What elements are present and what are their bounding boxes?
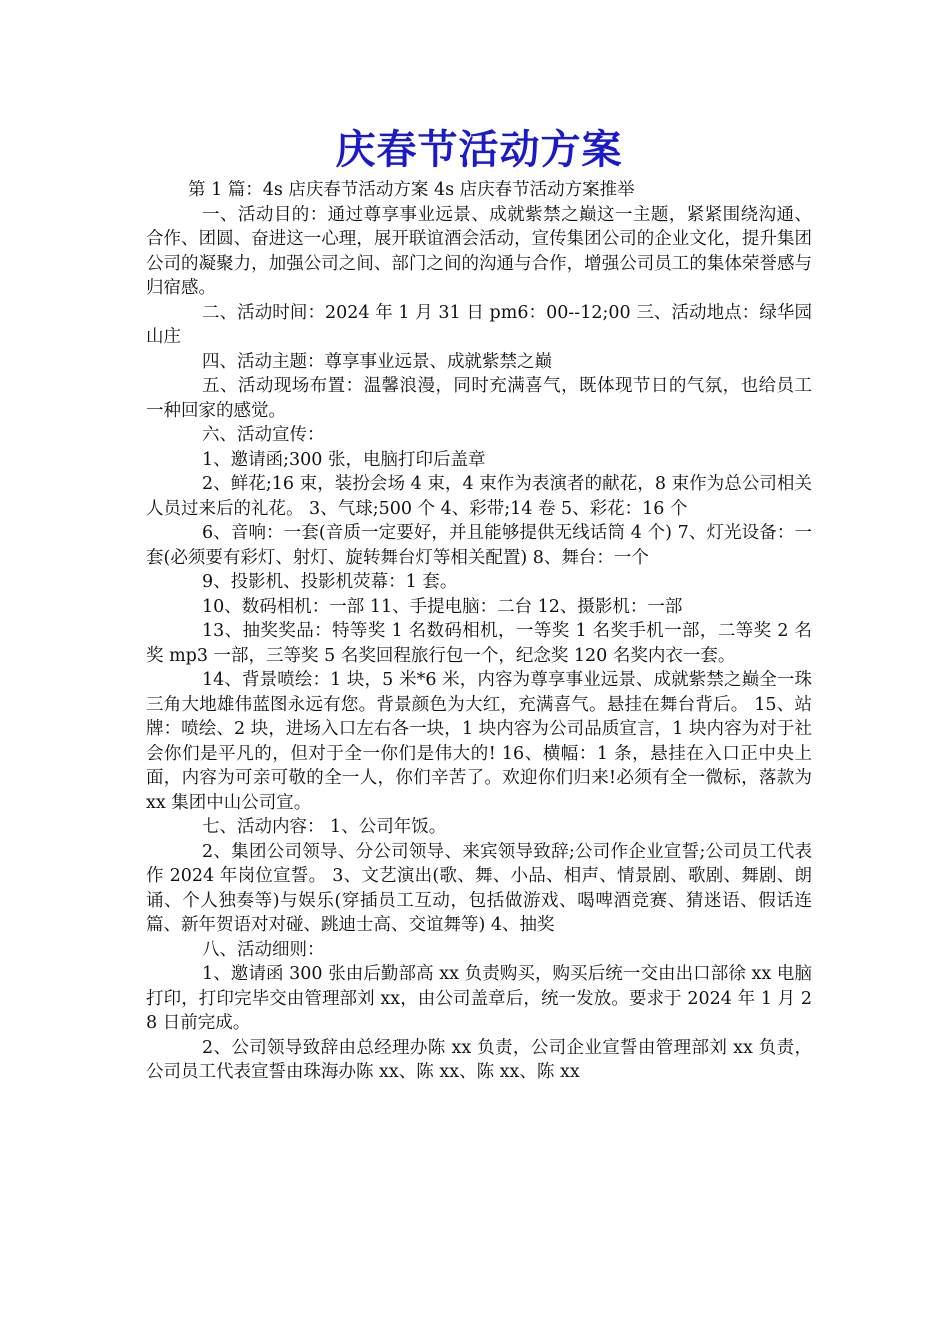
paragraph-venue-layout: 五、活动现场布置：温馨浪漫，同时充满喜气，既体现节日的气氛，也给员工一种回家的感觉。 bbox=[146, 376, 812, 421]
paragraph-rules-heading: 八、活动细则： bbox=[202, 939, 325, 960]
paragraph-purpose: 一、活动目的：通过尊享事业远景、成就紫禁之巅这一主题，紧紧围绕沟通、合作、团圆、奋进这一心理，展开联谊酒会活动，宣传集团公司的企业文化，提升集团公司的凝聚力，加强公司之间、部门之间的沟通与合作，增强公司员工的集体荣誉感与归宿感。 bbox=[146, 204, 812, 298]
paragraph-prizes: 13、抽奖奖品：特等奖 1 名数码相机，一等奖 1 名奖手机一部，二等奖 2 名奖 mp3 一部，三等奖 5 名奖回程旅行包一个，纪念奖 120 名奖内衣一套。 bbox=[146, 621, 812, 666]
paragraph-content-heading: 七、活动内容： 1、公司年饭。 bbox=[202, 817, 447, 837]
document-page bbox=[146, 122, 812, 1085]
paragraph-theme: 四、活动主题：尊享事业远景、成就紫禁之巅 bbox=[202, 351, 552, 372]
paragraph-program: 2、集团公司领导、分公司领导、来宾领导致辞;公司作企业宣誓;公司员工代表作 2024 年岗位宣誓。 3、文艺演出(歌、舞、小品、相声、情景剧、歌剧、舞剧、朗诵、个人独奏等)与娱乐(穿插员工互动，包括做游戏、喝啤酒竞赛、猜迷语、假话连篇、新年贺语对对碰、跳迪士高、交谊舞等) 4、抽奖 bbox=[146, 841, 812, 935]
paragraph-audio-lighting: 6、音响：一套(音质一定要好，并且能够提供无线话筒 4 个) 7、灯光设备：一套(必须要有彩灯、射灯、旋转舞台灯等相关配置) 8、舞台：一个 bbox=[146, 523, 812, 568]
paragraph-flowers-decor: 2、鲜花;16 束，装扮会场 4 束，4 束作为表演者的献花，8 束作为总公司相关人员过来后的礼花。 3、气球;500 个 4、彩带;14 卷 5、彩花：16 个 bbox=[146, 474, 812, 519]
document-body bbox=[146, 203, 812, 1085]
paragraph-invitations: 1、邀请函;300 张，电脑打印后盖章 bbox=[202, 449, 486, 470]
paragraph-projector: 9、投影机、投影机荧幕：1 套。 bbox=[202, 572, 458, 592]
paragraph-cameras: 10、数码相机：一部 11、手提电脑：二台 12、摄影机：一部 bbox=[202, 596, 683, 617]
paragraph-promotion-heading: 六、活动宣传： bbox=[202, 425, 325, 445]
paragraph-rule-speeches: 2、公司领导致辞由总经理办陈 xx 负责，公司企业宣誓由管理部刘 xx 负责，公司员工代表宣誓由珠海办陈 xx、陈 xx、陈 xx、陈 xx bbox=[146, 1037, 812, 1082]
document-title: 庆春节活动方案 bbox=[335, 126, 623, 173]
paragraph-banners: 14、背景喷绘：1 块，5 米*6 米，内容为尊享事业远景、成就紫禁之巅全一珠三角大地雄伟蓝图永远有您。背景颜色为大红，充满喜气。悬挂在舞台背后。 15、站牌：喷绘、2 块，进场入口左右各一块，1 块内容为公司品质宣言，1 块内容为对于社会你们是平凡的，但对于全一你们是伟大的! 16、横幅：1 条，悬挂在入口正中央上面，内容为可亲可敬的全一人，你们辛苦了。欢迎你们归来!必须有全一微标，落款为 xx 集团中山公司宣。 bbox=[146, 670, 812, 813]
paragraph-time-location: 二、活动时间：2024 年 1 月 31 日 pm6：00--12;00 三、活动地点：绿华园山庄 bbox=[146, 302, 812, 347]
paragraph-rule-invitations: 1、邀请函 300 张由后勤部高 xx 负责购买，购买后统一交由出口部徐 xx 电脑打印，打印完毕交由管理部刘 xx，由公司盖章后，统一发放。要求于 2024 年 1 月 28 日前完成。 bbox=[146, 964, 812, 1033]
document-subtitle: 第 1 篇：4s 店庆春节活动方案 4s 店庆春节活动方案推举 bbox=[188, 180, 635, 200]
